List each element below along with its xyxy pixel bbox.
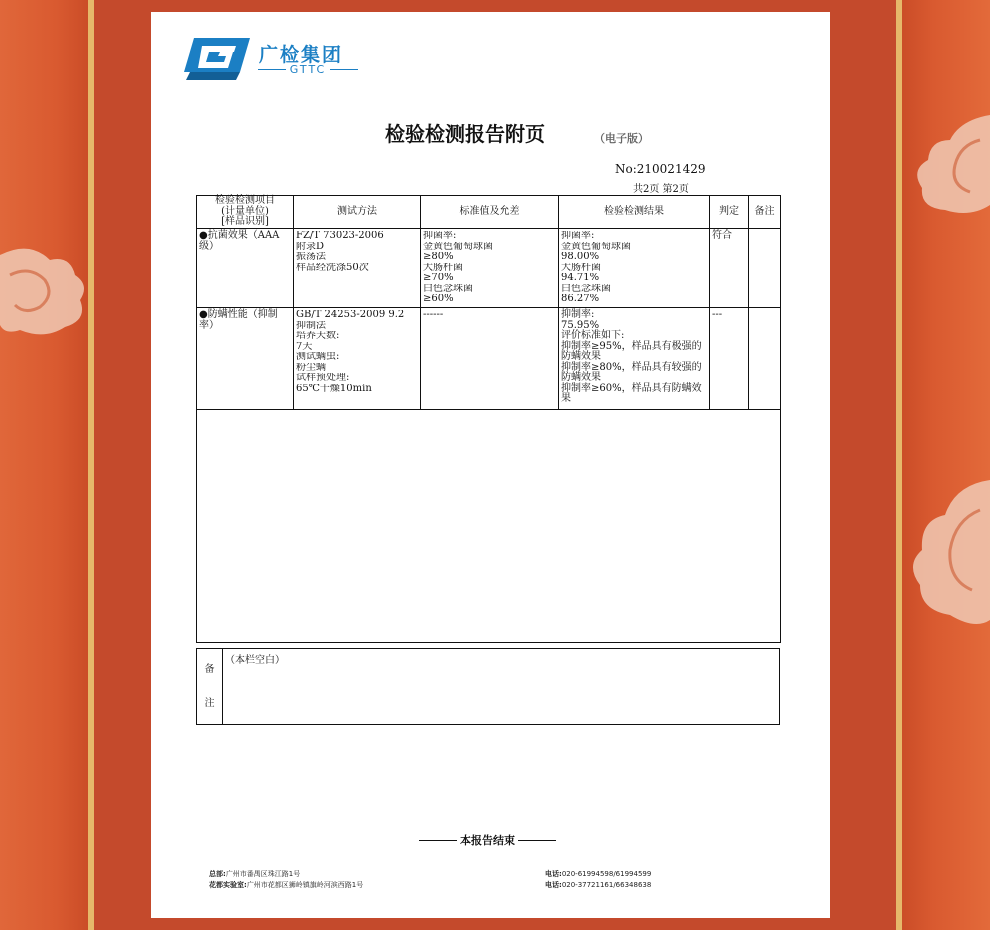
header-standard: 标准值及允差: [421, 196, 559, 229]
result-line: 大肠杆菌: [561, 262, 601, 273]
result-line: 评价标准如下:: [561, 330, 625, 341]
footer-addresses: [209, 869, 363, 891]
page-info: 共2页 第2页: [633, 184, 689, 195]
brand-divider-right: [330, 69, 358, 70]
footer-phone-label: 电话:: [545, 870, 562, 878]
result-line: 抑菌率:: [561, 231, 595, 241]
result-line: 98.00%: [561, 252, 600, 262]
footer-lab-address: 广州市花都区狮岭镇旗岭河滨西路1号: [246, 881, 364, 889]
table-row: [197, 229, 781, 308]
footer-phone-2: [545, 880, 651, 891]
header-item-line: [样品识别]: [221, 216, 269, 228]
standard-line: ≥70%: [423, 273, 454, 283]
report-end-text: 本报告结束: [460, 834, 515, 847]
method-line: 振荡法: [296, 252, 326, 262]
method-line: FZ/T 73023-2006: [296, 231, 384, 241]
footer-phone-number: 020-37721161/66348638: [561, 881, 652, 889]
standard-line: 金黄色葡萄球菌: [423, 241, 493, 252]
header-verdict: 判定: [710, 196, 749, 229]
remarks-label-bottom: 注: [204, 697, 215, 709]
end-divider-left: [419, 840, 457, 841]
row-note: [749, 308, 781, 410]
standard-line: ------: [423, 310, 444, 320]
footer-phone-1: [545, 869, 651, 880]
method-line: 附录D: [296, 241, 325, 252]
remarks-label: [197, 649, 223, 725]
standard-line: 白色念珠菌: [423, 283, 473, 294]
results-table: [196, 195, 781, 643]
method-line: 粉尘螨: [296, 362, 326, 373]
standard-line: ≥60%: [423, 294, 454, 304]
table-empty-row: [197, 410, 781, 643]
header-item: [197, 196, 294, 229]
brand-name-en-row: [258, 63, 358, 76]
footer-hq-address: 广州市番禺区珠江路1号: [225, 870, 301, 878]
empty-area: [197, 410, 781, 643]
row-standard: [421, 229, 559, 308]
method-line: 抑制法: [296, 320, 326, 331]
method-line: 样品经洗涤50次: [296, 262, 369, 273]
result-line: 抑制率≥80%，样品具有较强的防螨效果: [561, 361, 702, 383]
result-line: 抑制率≥95%，样品具有极强的防螨效果: [561, 340, 702, 362]
standard-line: ≥80%: [423, 252, 454, 262]
background-left-panel: [0, 0, 94, 930]
footer-hq-label: 总部:: [209, 870, 226, 878]
header-item-line: 检验检测项目: [215, 195, 275, 207]
row-result: [559, 308, 710, 410]
gold-border-left: [88, 0, 94, 930]
remarks-label-top: 备: [204, 663, 215, 675]
footer-phones: [545, 869, 651, 891]
cloud-decoration-right-top: [900, 110, 990, 220]
report-end-mark: [419, 832, 556, 848]
result-line: 金黄色葡萄球菌: [561, 241, 631, 252]
method-line: 7天: [296, 341, 313, 352]
row-result: [559, 229, 710, 308]
result-line: 抑制率:: [561, 309, 595, 320]
row-method: [294, 308, 421, 410]
table-header-row: [197, 196, 781, 229]
brand-name-cn: 广检集团: [259, 44, 344, 66]
brand-name-en: GTTC: [289, 63, 327, 76]
header-note: 备注: [749, 196, 781, 229]
document-title-note: （电子版）: [594, 132, 649, 145]
footer-phone-number: 020-61994598/61994599: [561, 870, 652, 878]
method-line: 培养天数:: [296, 331, 340, 341]
cloud-decoration-right-bottom: [900, 470, 990, 630]
report-page: [151, 12, 830, 918]
method-line: 65℃干燥10min: [296, 383, 372, 394]
row-method: [294, 229, 421, 308]
result-line: 抑制率≥60%，样品具有防螨效果: [561, 382, 702, 404]
brand-divider-left: [258, 69, 286, 70]
standard-line: 抑菌率:: [423, 231, 457, 241]
remarks-text: （本栏空白）: [223, 649, 780, 725]
row-note: [749, 229, 781, 308]
method-line: GB/T 24253-2009 9.2: [296, 310, 405, 320]
header-method: 测试方法: [294, 196, 421, 229]
end-divider-right: [518, 840, 556, 841]
document-title: 检验检测报告附页: [385, 122, 545, 146]
gttc-logo-icon: [184, 38, 250, 80]
standard-line: 大肠杆菌: [423, 262, 463, 273]
row-item: ●抗菌效果（AAA级）: [197, 229, 294, 308]
result-line: 94.71%: [561, 273, 600, 283]
row-verdict: 符合: [710, 229, 749, 308]
result-line: 86.27%: [561, 294, 600, 304]
result-line: 75.95%: [561, 319, 600, 331]
table-row: [197, 308, 781, 410]
row-standard: [421, 308, 559, 410]
row-item: ●防螨性能（抑制率）: [197, 308, 294, 410]
footer-lab: [209, 880, 363, 891]
footer-hq: [209, 869, 363, 880]
row-verdict: ---: [710, 308, 749, 410]
cloud-decoration-left: [0, 235, 90, 345]
footer-lab-label: 花都实验室:: [209, 881, 247, 889]
method-line: 试样预处理:: [296, 373, 350, 383]
footer-phone-label: 电话:: [545, 881, 562, 889]
header-result: 检验检测结果: [559, 196, 710, 229]
result-line: 白色念珠菌: [561, 283, 611, 294]
remarks-table: [196, 648, 780, 725]
report-number: No:210021429: [615, 162, 706, 176]
method-line: 测试螨虫:: [296, 352, 340, 362]
header-item-line: (计量单位): [221, 205, 269, 217]
